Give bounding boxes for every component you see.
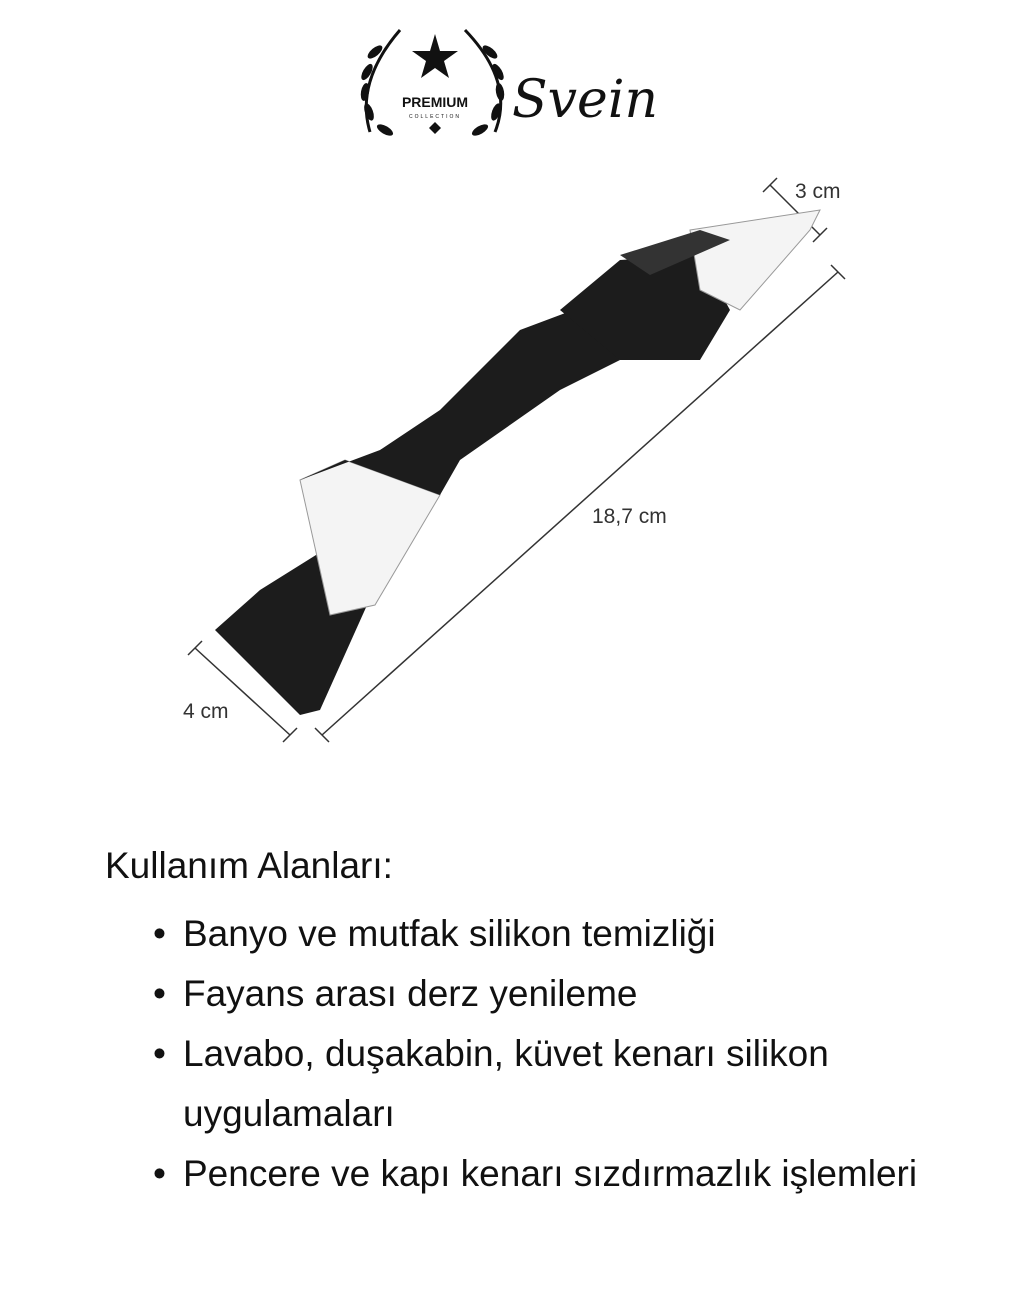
logo-collection-text: COLLECTION [409,114,461,120]
silicone-tool-illustration [0,160,1024,800]
blade-width-label: 4 cm [183,700,229,723]
usage-title: Kullanım Alanları: [105,845,393,886]
usage-list [105,904,985,1204]
list-item: • Banyo ve mutfak silikon temizliği [153,913,716,954]
length-label: 18,7 cm [592,505,667,528]
nozzle-tip [690,210,820,310]
premium-collection-emblem [355,22,675,157]
brand-logo [355,22,675,157]
logo-premium-text: PREMIUM [401,94,469,110]
list-item: • Pencere ve kapı kenarı sızdırmazlık işlemleri [153,1153,918,1194]
logo-brand-text: Svein [512,70,658,130]
list-item: • Fayans arası derz yenileme [153,973,638,1014]
usage-section [105,836,985,1204]
list-item: • Lavabo, duşakabin, küvet kenarı silikon uygulamaları [153,1033,829,1134]
tip-width-label: 3 cm [795,180,841,203]
